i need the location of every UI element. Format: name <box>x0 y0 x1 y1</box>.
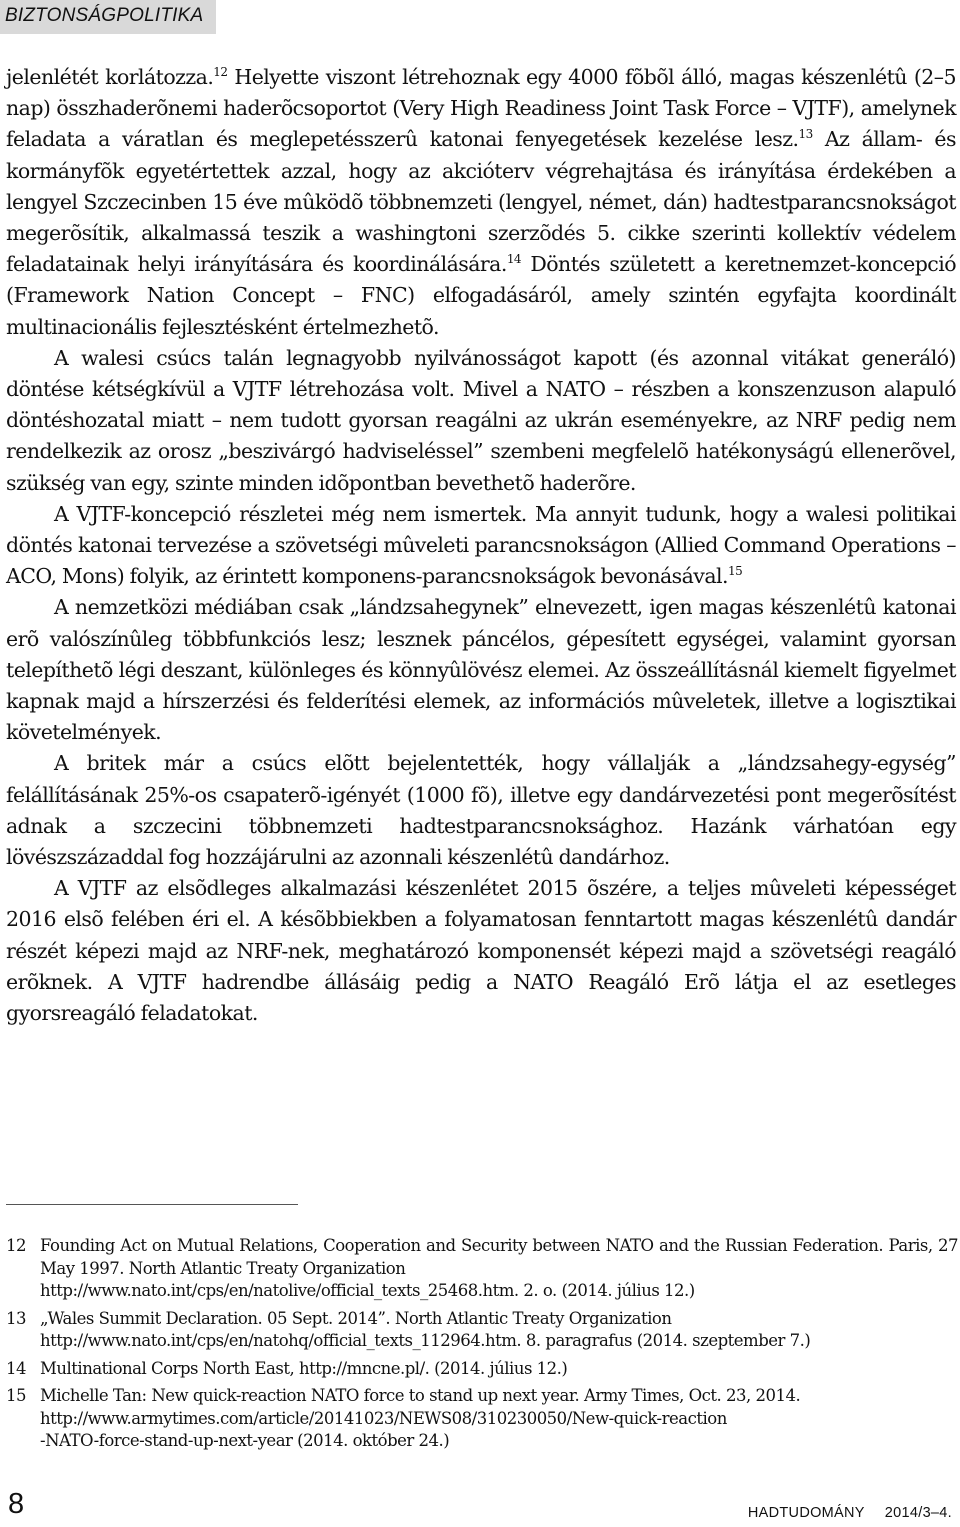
paragraph-3 <box>6 499 956 593</box>
journal-footer <box>748 1505 952 1521</box>
footnote-14 <box>6 1358 958 1381</box>
paragraph-6: A VJTF az elsõdleges alkalmazási készenlétet 2015 õszére, a teljes mûveleti képességet 2016 elsõ felében éri el. A késõbbiekben a folyamatosan fenntartott magas készenlétû dandár részét képezi majd az NRF-nek, meghatározó komponensét képezi majd a szövetségi reagáló erõknek. A VJTF hadrendbe állásáig pedig a NATO Reagáló Erõ látja el az esetleges gyorsreagáló feladatokat. <box>6 876 956 1026</box>
footnote-body <box>40 1235 958 1303</box>
footnote-link[interactable]: http://www.armytimes.com/article/20141023/NEWS08/310230050/New-quick-reaction <box>40 1408 727 1428</box>
paragraph-3-text: A VJTF-koncepció részletei még nem ismertek. Ma annyit tudunk, hogy a walesi politikai döntés katonai tervezése a szövetségi mûveleti parancsnokságon (Allied Command Operations – ACO, Mons) folyik, az érintett komponens-parancsnokságok bevonásával. <box>6 501 956 589</box>
footnote-line: Michelle Tan: New quick-reaction NATO force to stand up next year. Army Times, Oct. 23, 2014. <box>40 1386 801 1405</box>
paragraph-1-text-b: Helyette viszont létrehoznak egy 4000 fõbõl álló, magas készenlétû (2–5 nap) összhaderõnemi haderõcsoportot (Very High Readiness Joint Task Force – VJTF), amelynek feladata a váratlan és meglepetésszerû katonai fenyegetések kezelése lesz. <box>6 65 956 152</box>
article-body <box>6 62 956 1029</box>
journal-name: HADTUDOMÁNY <box>747 1505 865 1521</box>
paragraph-4: A nemzetközi médiában csak „lándzsahegynek” elnevezett, igen magas készenlétû katonai erõ valószínûleg többfunkciós lesz; lesznek páncélos, gépesített egységei, valamint gyorsan telepíthetõ légi deszant, különleges és könnyûlövész elemei. Az összeállításnál kiemelt figyelmet kapnak majd a hírszerzési és felderítési elemek, az információs mûveletek, illetve a logisztikai követelmények. <box>6 595 956 745</box>
footnote-body <box>40 1358 958 1381</box>
footnote-ref-14[interactable]: 14 <box>506 252 521 267</box>
paragraph-5: A britek már a csúcs elõtt bejelentették, hogy vállalják a „lándzsahegy-egység” felállításának 25%-os csapaterõ-igényét (1000 fõ), illetve egy dandárvezetési pont megerõsítést adnak a szczecini többnemzeti hadtestparancsnoksághoz. Hazánk várhatóan egy lövészszázaddal fog hozzájárulni az azonnali készenlétû dandárhoz. <box>6 751 956 870</box>
footnote-ref-13[interactable]: 13 <box>798 127 813 142</box>
section-title: BIZTONSÁGPOLITIKA <box>5 5 204 26</box>
paragraph-1 <box>6 62 956 343</box>
paragraph-1-text-d: Döntés született a keretnemzet-koncepció (Framework Nation Concept – FNC) elfogadásáról, amely szintén egyfajta koordinált multinacionális fejlesztésként értelmezhetõ. <box>6 252 956 339</box>
footnote-number: 12 <box>6 1236 26 1255</box>
footnote-link-continuation[interactable]: -NATO-force-stand-up-next-year (2014. október 24.) <box>40 1431 450 1450</box>
section-header-band <box>0 0 216 34</box>
footnote-number: 14 <box>6 1358 26 1378</box>
footnote-body <box>40 1385 958 1453</box>
footnote-number: 13 <box>6 1308 26 1328</box>
footnote-13 <box>6 1308 958 1353</box>
footnote-line[interactable]: Multinational Corps North East, http://mncne.pl/. (2014. július 12.) <box>40 1358 568 1378</box>
footnote-15 <box>6 1385 958 1453</box>
footnote-12 <box>6 1235 958 1303</box>
page-number: 8 <box>8 1488 25 1520</box>
footnote-divider <box>6 1204 298 1205</box>
paragraph-1-text-c: Az állam- és kormányfõk egyetértettek azzal, hogy az akcióterv végrehajtása és irányítása érdekében a lengyel Szczecinben 15 éve mûködõ többnemzeti (lengyel, német, dán) hadtestparancsnokságot megerõsítik, alkalmassá teszik a washingtoni szerzõdés 5. cikke szerinti kollektív védelem feladatainak helyi irányítására és koordinálására. <box>6 127 956 277</box>
footnote-body <box>40 1308 958 1353</box>
footnote-ref-15[interactable]: 15 <box>727 564 743 579</box>
footnote-line: „Wales Summit Declaration. 05 Sept. 2014”. North Atlantic Treaty Organization <box>40 1308 672 1328</box>
footnote-line: Founding Act on Mutual Relations, Cooperation and Security between NATO and the Russian Federation. Paris, 27 May 1997. North Atlantic Treaty Organization <box>40 1236 958 1278</box>
footnote-link[interactable]: http://www.nato.int/cps/en/natolive/official_texts_25468.htm. 2. o. (2014. július 12.) <box>40 1281 695 1300</box>
footnote-ref-12[interactable]: 12 <box>213 65 228 79</box>
footnote-number: 15 <box>6 1386 26 1405</box>
paragraph-2: A walesi csúcs talán legnagyobb nyilvánosságot kapott (és azonnal vitákat generáló) döntése kétségkívül a VJTF létrehozása volt. Mivel a NATO – részben a konszenzuson alapuló döntéshozatal miatt – nem tudott gyorsan reagálni az ukrán eseményekre, az NRF pedig nem rendelkezik az orosz „beszivárgó hadviseléssel” szembeni megfelelõ hatékonyságú ellenerõvel, szükség van egy, szinte minden idõpontban bevethetõ haderõre. <box>6 345 956 495</box>
paragraph-1-text-a: jelenlétét korlátozza. <box>6 65 214 89</box>
journal-issue: 2014/3–4. <box>884 1505 952 1521</box>
footnotes <box>6 1235 958 1458</box>
footnote-link[interactable]: http://www.nato.int/cps/en/natohq/official_texts_112964.htm. 8. paragrafus (2014. szeptember 7.) <box>40 1331 811 1350</box>
